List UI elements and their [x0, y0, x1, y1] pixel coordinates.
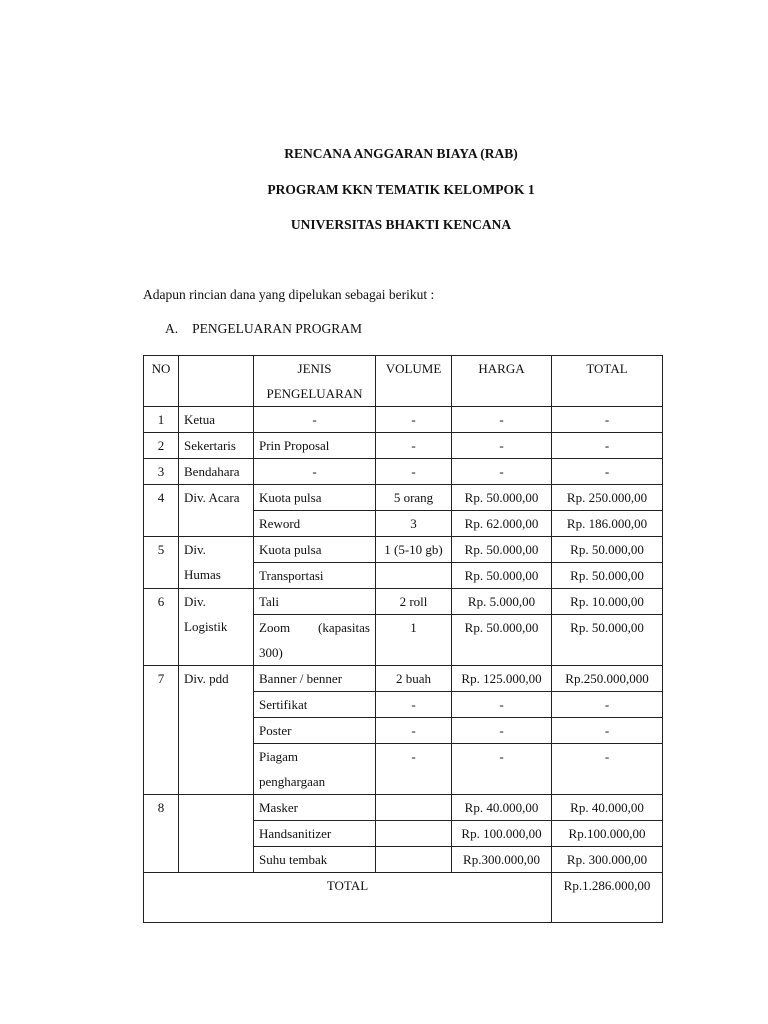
row-no: 4 [144, 485, 179, 537]
row-division-line2: Humas [184, 567, 221, 582]
row-jenis-line2: 300) [259, 645, 283, 660]
row-no: 1 [144, 407, 179, 433]
table-row [144, 537, 663, 563]
row-jenis: Kuota pulsa [254, 485, 376, 511]
header-division [179, 356, 254, 407]
row-total: Rp. 50.000,00 [552, 563, 663, 589]
budget-table [143, 355, 663, 923]
row-volume: 5 orang [376, 485, 452, 511]
row-jenis [254, 744, 376, 795]
row-division [179, 589, 254, 666]
row-jenis-line1: Piagam [259, 749, 298, 764]
row-total: - [552, 433, 663, 459]
row-harga: - [452, 433, 552, 459]
row-jenis: Handsanitizer [254, 821, 376, 847]
section-heading [165, 321, 362, 337]
row-harga: Rp. 5.000,00 [452, 589, 552, 615]
row-volume: 2 roll [376, 589, 452, 615]
table-row [144, 666, 663, 692]
row-jenis-line1: Zoom (kapasitas [259, 620, 370, 635]
section-letter: A. [165, 321, 179, 336]
row-division-line1: Div. [184, 594, 206, 609]
row-jenis: Sertifikat [254, 692, 376, 718]
row-harga: Rp. 62.000,00 [452, 511, 552, 537]
row-harga: Rp. 50.000,00 [452, 537, 552, 563]
row-total: Rp.100.000,00 [552, 821, 663, 847]
row-volume: 2 buah [376, 666, 452, 692]
row-no: 6 [144, 589, 179, 666]
row-jenis: - [254, 459, 376, 485]
header-no: NO [144, 356, 179, 407]
row-jenis [254, 615, 376, 666]
row-jenis: Masker [254, 795, 376, 821]
header-volume: VOLUME [376, 356, 452, 407]
row-jenis: Kuota pulsa [254, 537, 376, 563]
row-volume: 1 (5-10 gb) [376, 537, 452, 563]
row-no: 8 [144, 795, 179, 873]
row-jenis: Suhu tembak [254, 847, 376, 873]
row-no: 2 [144, 433, 179, 459]
row-jenis: Tali [254, 589, 376, 615]
section-label: PENGELUARAN PROGRAM [192, 321, 363, 336]
total-value: Rp.1.286.000,00 [552, 873, 663, 923]
row-total: - [552, 459, 663, 485]
table-row [144, 795, 663, 821]
row-division: Bendahara [179, 459, 254, 485]
row-harga: - [452, 718, 552, 744]
table-row [144, 459, 663, 485]
document-title: RENCANA ANGGARAN BIAYA (RAB) [284, 146, 518, 161]
row-total: - [552, 718, 663, 744]
table-total-row [144, 873, 663, 923]
row-volume: - [376, 433, 452, 459]
row-no: 7 [144, 666, 179, 795]
row-harga: Rp. 50.000,00 [452, 615, 552, 666]
document-subtitle-program: PROGRAM KKN TEMATIK KELOMPOK 1 [267, 182, 535, 197]
row-division-line1: Div. [184, 542, 206, 557]
row-total: - [552, 744, 663, 795]
document-subtitle-university: UNIVERSITAS BHAKTI KENCANA [290, 217, 512, 232]
row-volume: - [376, 744, 452, 795]
table-row [144, 407, 663, 433]
total-label: TOTAL [144, 873, 552, 923]
row-volume: - [376, 718, 452, 744]
header-jenis [254, 356, 376, 407]
row-division [179, 537, 254, 589]
row-volume: 3 [376, 511, 452, 537]
row-harga: Rp. 50.000,00 [452, 485, 552, 511]
row-total: Rp. 40.000,00 [552, 795, 663, 821]
row-jenis: Poster [254, 718, 376, 744]
table-row [144, 433, 663, 459]
row-total: - [552, 692, 663, 718]
row-division: Sekertaris [179, 433, 254, 459]
row-jenis: Transportasi [254, 563, 376, 589]
row-total: Rp. 10.000,00 [552, 589, 663, 615]
row-division-line2: Logistik [184, 619, 228, 634]
row-jenis: - [254, 407, 376, 433]
table-row [144, 485, 663, 511]
intro-text: Adapun rincian dana yang dipelukan sebagai berikut : [143, 287, 435, 302]
row-volume: - [376, 459, 452, 485]
row-harga: - [452, 692, 552, 718]
row-total: Rp. 300.000,00 [552, 847, 663, 873]
table-header-row [144, 356, 663, 407]
row-volume [376, 563, 452, 589]
row-total: Rp. 50.000,00 [552, 615, 663, 666]
row-no: 3 [144, 459, 179, 485]
row-total: - [552, 407, 663, 433]
row-jenis-line2: penghargaan [259, 774, 326, 789]
row-harga: - [452, 744, 552, 795]
row-harga: - [452, 459, 552, 485]
row-total: Rp. 250.000,00 [552, 485, 663, 511]
table-row [144, 589, 663, 615]
row-total: Rp.250.000,000 [552, 666, 663, 692]
row-jenis: Reword [254, 511, 376, 537]
row-harga: Rp. 100.000,00 [452, 821, 552, 847]
row-volume: - [376, 407, 452, 433]
row-division: Div. Acara [179, 485, 254, 537]
header-harga: HARGA [452, 356, 552, 407]
row-harga: Rp. 125.000,00 [452, 666, 552, 692]
row-volume [376, 795, 452, 821]
row-total: Rp. 50.000,00 [552, 537, 663, 563]
header-jenis-line2: PENGELUARAN [266, 386, 363, 401]
header-total: TOTAL [552, 356, 663, 407]
row-harga: Rp. 40.000,00 [452, 795, 552, 821]
row-jenis: Prin Proposal [254, 433, 376, 459]
row-volume [376, 847, 452, 873]
row-total: Rp. 186.000,00 [552, 511, 663, 537]
row-division [179, 795, 254, 873]
row-harga: Rp.300.000,00 [452, 847, 552, 873]
row-jenis: Banner / benner [254, 666, 376, 692]
row-division: Ketua [179, 407, 254, 433]
row-harga: - [452, 407, 552, 433]
row-volume: 1 [376, 615, 452, 666]
row-volume: - [376, 692, 452, 718]
header-jenis-line1: JENIS [297, 361, 332, 376]
row-harga: Rp. 50.000,00 [452, 563, 552, 589]
row-division: Div. pdd [179, 666, 254, 795]
row-no: 5 [144, 537, 179, 589]
row-volume [376, 821, 452, 847]
